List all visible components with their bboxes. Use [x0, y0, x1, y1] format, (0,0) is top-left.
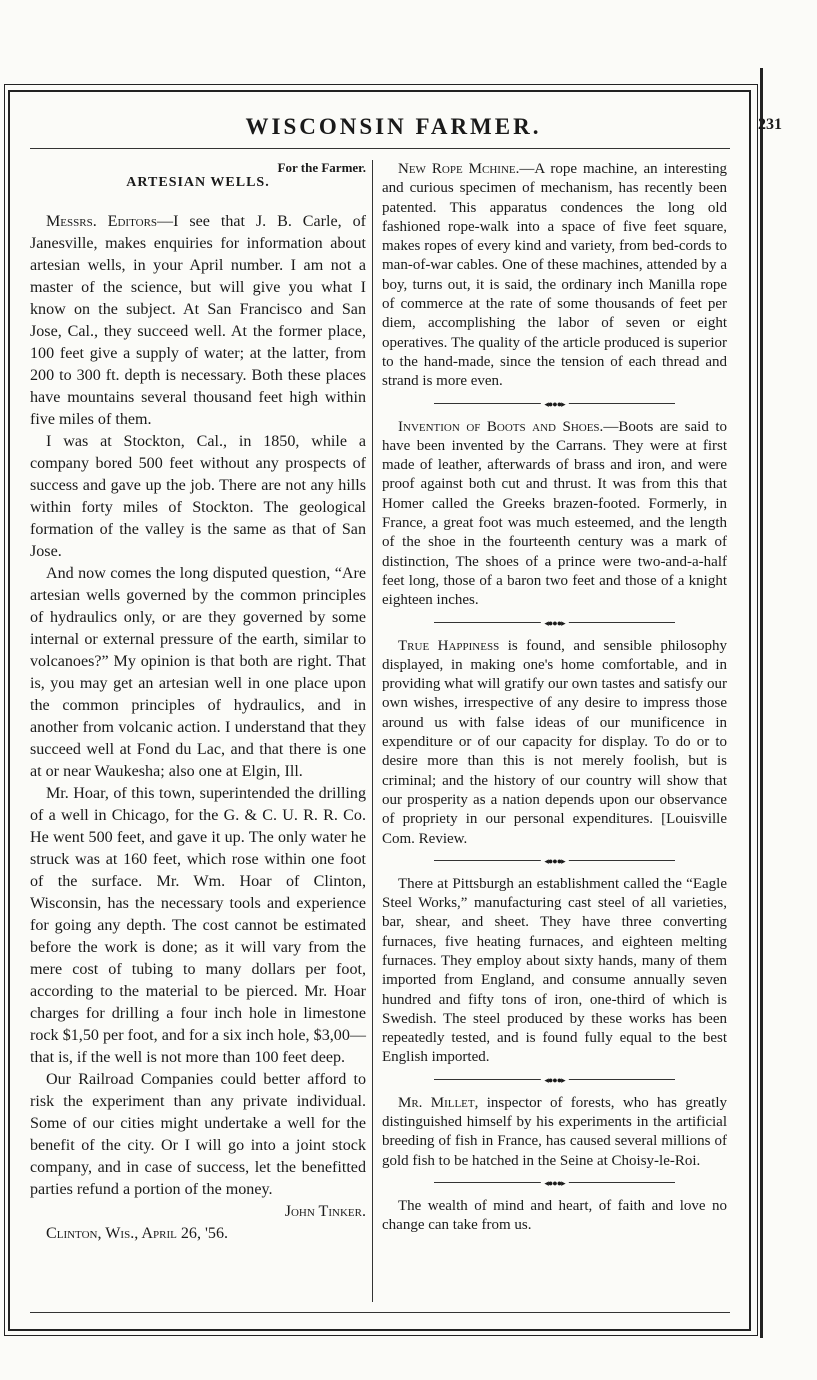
lead-in: New Rope Mchine. — [398, 161, 520, 177]
section-separator: ◂●●●▸ — [434, 858, 676, 864]
article: Invention of Boots and Shoes.—Boots are said to have been invented by the Carrans. They were at first made of leather, afterwards of brass and iron, and were proof against both cut and thrust. It was from this that Homer called the Greeks brazen-footed. Formerly, in France, a great foot was much esteemed, and the length of the shoe in the fourteenth century was a mark of distinction, The shoes of a prince were two-and-a-half feet long, those of a baron two feet and those of a knight eighteen inches. — [382, 418, 727, 609]
paragraph: Mr. Hoar, of this town, superintended the drilling of a well in Chicago, for the G. & C. U. R. R. Co. He went 500 feet, and gave it up. The only water he struck was at 160 feet, which rose within one foot of the surface. Mr. Wm. Hoar of Clinton, Wisconsin, has the necessary tools and experience for going any depth. The cost cannot be estimated before the work is done; as it will vary from the mere cost of tubing to many dollars per foot, according to the material to be pierced. Mr. Hoar charges for drilling a four inch hole in limestone rock $1,50 per foot, and for a six inch hole, $3,00—that is, if the well is not more than 100 feet deep. — [30, 785, 366, 1066]
paragraph: I was at Stockton, Cal., in 1850, while a company bored 500 feet without any prospects of success and gave up the job. There are not any hills within forty miles of Stockton. The geological formation of the valley is the same as that of San Jose. — [30, 433, 366, 560]
article: The wealth of mind and heart, of faith and love no change can take from us. — [382, 1197, 727, 1234]
page-title: WISCONSIN FARMER. — [245, 114, 542, 139]
right-column — [382, 160, 727, 1236]
article: Mr. Millet, inspector of forests, who has greatly distinguished himself by his experiments in the artificial breeding of fish in France, has caused several millions of gold fish to be hatched in the Seine at Choisy-le-Roi. — [382, 1094, 727, 1169]
paragraph: Our Railroad Companies could better afford to risk the experiment than any private individual. Some of our cities might undertake a well for the benefit of the city. Or I will go into a joint stock company, and in case of success, let the benefitted parties refund a portion of the money. — [30, 1071, 366, 1198]
left-column — [30, 160, 366, 1245]
section-separator: ◂●●●▸ — [434, 1180, 676, 1186]
lead-in: True Happiness — [398, 637, 500, 654]
section-separator: ◂●●●▸ — [434, 1077, 676, 1083]
article: New Rope Mchine.—A rope machine, an interesting and curious specimen of mechanism, has recently been patented. This apparatus condences the long old fashioned rope-walk into a space of five feet square, makes ropes of every kind and variety, from bed-cords to man-of-war cables. One of these machines, attended by a boy, turns out, it is said, the ordinary inch Manilla rope of commerce at the rate of some thousands of feet per diem, accomplishing the labor of seven or eight operatives. The quality of the article produced is superior to the hand-made, since the tension of each thread and strand is more even. — [382, 161, 727, 390]
article: True Happiness is found, and sensible philosophy displayed, in making one's home comfortable, and in providing what will gratify our own tastes and satisfy our own wishes, irrespective of any desire to impress those around us with false ideas of our munificence in expenditure or of our capacity for display. To do or to desire more than this is not merely foolish, but is criminal; and the history of our country will show that our prosperity as a nation depends upon our observance of propriety in our personal expenditures. [Louisville Com. Review. — [382, 637, 727, 847]
column-divider — [372, 160, 373, 1302]
bottom-rule — [30, 1312, 730, 1313]
article-title: ARTESIAN WELLS. — [126, 175, 270, 190]
section-separator: ◂●●●▸ — [434, 620, 676, 626]
lead-in: Messrs. Editors — [46, 213, 158, 230]
section-separator: ◂●●●▸ — [434, 401, 676, 407]
page-header — [45, 112, 782, 148]
lead-in: Mr. Millet, — [398, 1094, 479, 1111]
article: There at Pittsburgh an establishment called the “Eagle Steel Works,” manufacturing cast steel of all varieties, bar, shear, and sheet. They have three converting furnaces, five heating furnaces, and eighteen melting furnaces. They employ about sixty hands, many of them imported from England, and consume annually seven hundred and fifty tons of iron, one-third of which is Swedish. The steel produced by these works has been repeatedly tested, and is found fully equal to the best English imported. — [382, 875, 727, 1066]
signature: John Tinker. — [284, 1203, 366, 1220]
dateline: Clinton, Wis., April 26, '56. — [46, 1225, 229, 1242]
paragraph: Messrs. Editors—I see that J. B. Carle, of Janesville, makes enquiries for information about artesian wells, in your April number. I am not a master of the science, but will give you what I know on the subject. At San Francisco and San Jose, Cal., they succeed well. At the former place, 100 feet give a supply of water; at the latter, from 200 to 300 ft. depth is necessary. Both these places have mountains several thousand feet high within five miles of them. — [30, 213, 367, 428]
lead-in: Invention of Boots and Shoes. — [398, 418, 604, 435]
page-number: 231 — [758, 116, 782, 133]
header-rule — [30, 148, 730, 149]
paragraph: And now comes the long disputed question, “Are artesian wells governed by the common principles of hydraulics only, or are they governed by some internal or external pressure of the earth, similar to volcanoes?” My opinion is that both are right. That is, you may get an artesian well in one place upon the common principles of hydraulics, and in another from volcanic action. I understand that they succeed well at Fond du Lac, and that there is one at or near Waukesha; also one at Elgin, Ill. — [30, 565, 366, 780]
page-edge-rule — [760, 68, 763, 1338]
for-farmer-label: For the Farmer. — [277, 160, 366, 175]
